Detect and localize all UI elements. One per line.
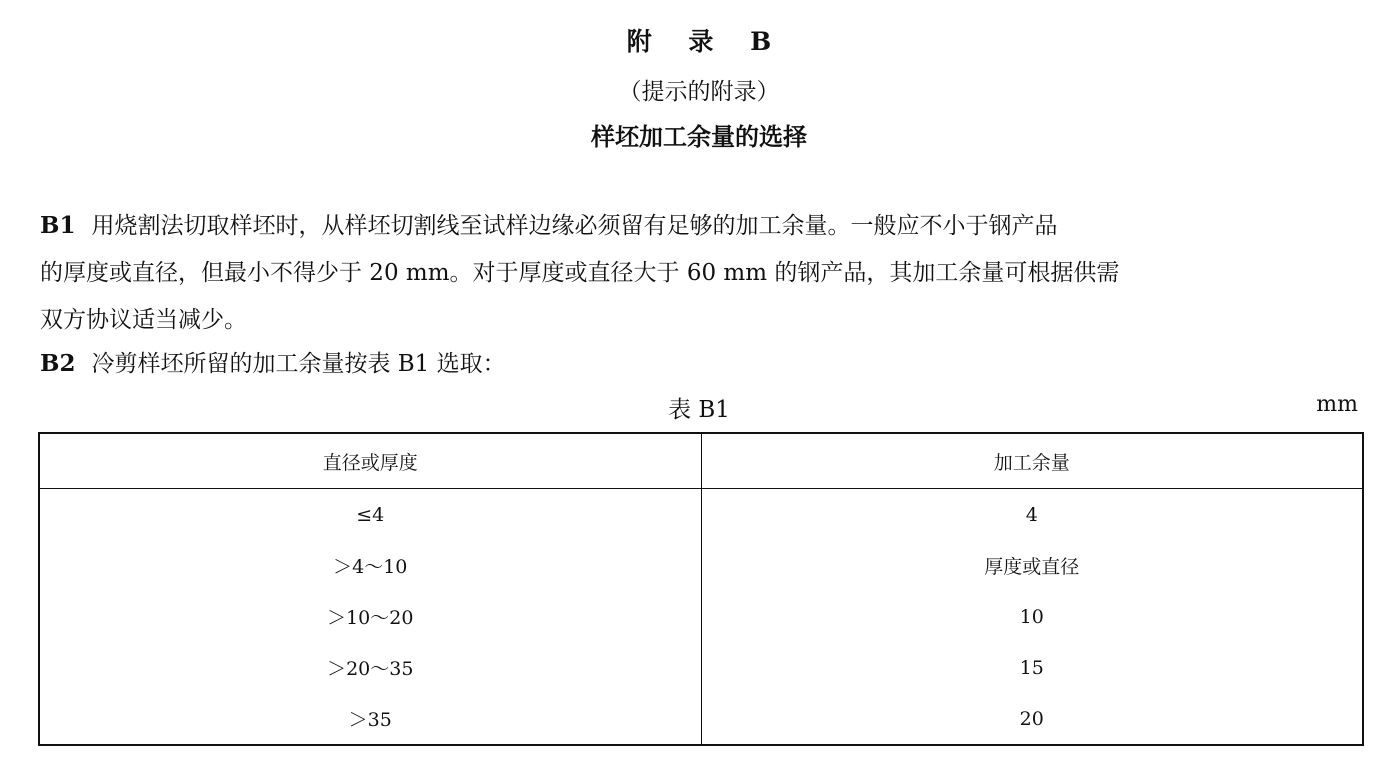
clause-b1-line-3: 双方协议适当减少。 [40,307,247,333]
machining-allowance-table [38,432,1364,746]
appendix-subtitle: （提示的附录） [618,79,780,105]
clause-b1-line-2: 的厚度或直径，但最小不得少于 20 mm。对于厚度或直径大于 60 mm 的钢产品，其加工余量可根据供需 [40,260,1120,286]
clause-b1-text-1: 用烧割法切取样坯时，从样坯切割线至试样边缘必须留有足够的加工余量。一般应不小于钢产品 [91,213,1058,239]
clause-number-b2: B2 [40,350,76,377]
table-row [39,591,1363,642]
table-cell-range: ＞35 [348,709,392,731]
column-header-diameter-thickness: 直径或厚度 [39,433,701,489]
appendix-heading: 样坯加工余量的选择 [591,123,807,151]
table-cell-allowance: 15 [701,642,1363,693]
table-cell-range: ＞4～10 [333,556,408,578]
table-cell-allowance: 厚度或直径 [701,540,1363,591]
table-row [39,540,1363,591]
table-cell-range: ＞10～20 [327,607,414,629]
clause-b1-line-1 [40,207,1362,240]
table-row [39,693,1363,745]
clause-number-b1: B1 [40,212,76,239]
table-cell-range: ＞20～35 [327,658,414,680]
table-header-row [39,433,1363,489]
table-cell-range: ≤4 [356,503,385,526]
clause-b2-line [40,345,1362,378]
table-cell-allowance: 10 [701,591,1363,642]
table-cell-allowance: 20 [701,693,1363,745]
table-cell-allowance: 4 [701,489,1363,541]
table-caption: 表 B1 [668,397,730,423]
table-row [39,642,1363,693]
column-header-machining-allowance: 加工余量 [701,433,1363,489]
appendix-title: 附 录 B [626,27,786,56]
clause-b2-text: 冷剪样坯所留的加工余量按表 B1 选取： [91,351,506,377]
table-unit: mm [1316,392,1358,417]
table-row [39,489,1363,541]
